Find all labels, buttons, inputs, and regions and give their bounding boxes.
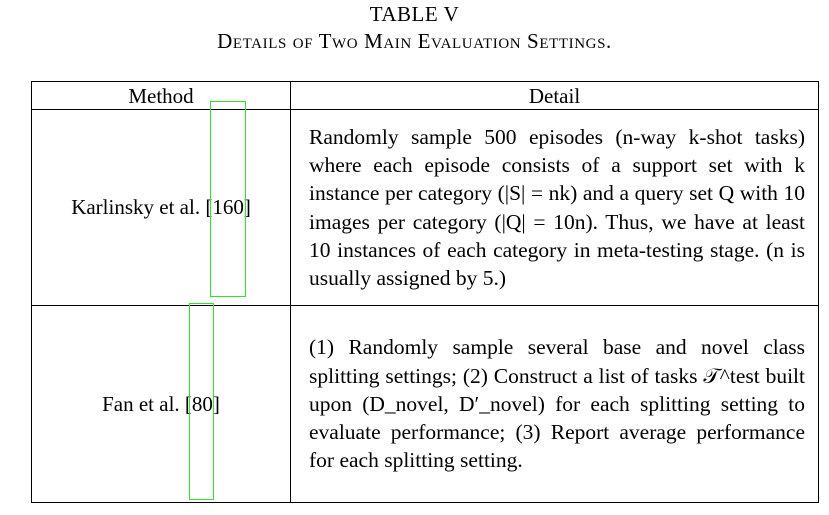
method-name: Karlinsky et al. [ [71,195,213,219]
header-method: Method [32,82,291,110]
table-label: TABLE V [369,2,460,26]
citation-link[interactable]: 80 [191,391,213,416]
header-detail: Detail [291,82,819,110]
detail-cell [291,110,819,306]
table-title: Details of Two Main Evaluation Settings. [217,29,612,53]
method-bracket: ] [243,195,251,219]
detail-text: Randomly sample 500 episodes (n-way k-shot tasks) where each episode consists of a support set with k instance per category (|S| = nk) and a query set Q with 10 images per category (|Q| = 10n). Thus, we have at least 10 instances of each category in meta-testing stage. (n is usually assigned by 5.) [309,124,805,290]
method-cell [32,306,291,503]
detail-text: (1) Randomly sample several base and novel class splitting settings; (2) Construct a list of tasks 𝒯^test built upon (D_novel, D′_novel) for each splitting setting to evaluate performance; (3) Report average performance for each splitting setting. [309,335,805,473]
citation-link[interactable]: 160 [212,195,244,219]
table-row [32,306,819,503]
detail-cell [291,306,819,503]
table-header-row [32,82,819,110]
table-row [32,110,819,306]
method-cell [32,110,291,306]
method-bracket: ] [212,391,220,416]
evaluation-settings-table [31,81,819,503]
method-name: Fan et al. [ [102,391,192,416]
